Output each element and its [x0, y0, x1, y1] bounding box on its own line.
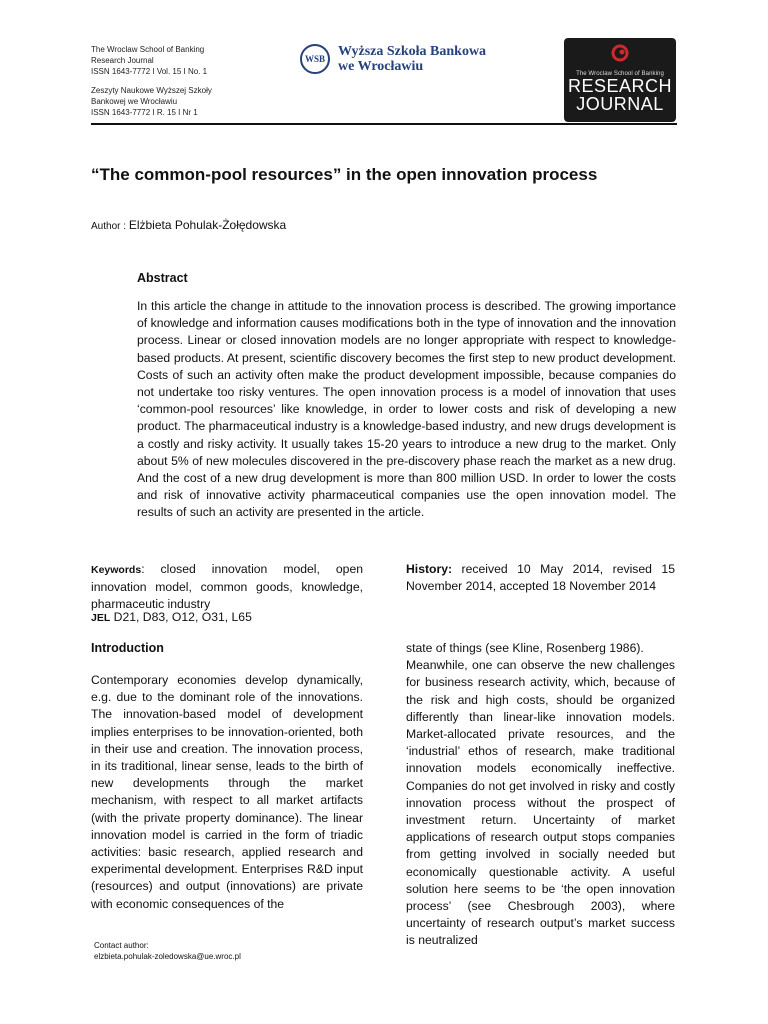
- journal-name-line: The Wroclaw School of Banking: [91, 45, 205, 54]
- university-name: Wyższa Szkoła Bankowa: [338, 44, 487, 59]
- keywords-label: Keywords: [91, 564, 142, 576]
- university-logo: [300, 44, 486, 74]
- keywords-block: [91, 561, 363, 614]
- introduction-left-text: Contemporary economies develop dynamically, e.g. due to the dominant role of the innovations. The innovation-based model of development implies enterprises to be innovation-oriented, both in their use and creation. The innovation process, in its traditional, linear sense, leads to the birth of new developments through the market mechanism, with respect to all market artifacts (with the private property dominance). The linear innovation model is carried in the form of triadic activities: basic research, applied research and experimental development. Enterprises R&D input (resources) and output (innovations) are private with economic consequences of the: [91, 673, 363, 911]
- abstract-heading: Abstract: [137, 271, 188, 285]
- rj-journal-word: JOURNAL: [576, 94, 664, 114]
- introduction-heading: Introduction: [91, 641, 164, 655]
- jel-label: JEL: [91, 612, 111, 624]
- article-title: “The common-pool resources” in the open innovation process: [91, 165, 598, 184]
- university-city: we Wrocławiu: [338, 59, 424, 74]
- journal-swirl-icon: [610, 43, 630, 63]
- keywords-text: : closed innovation model, open innovation model, common goods, knowledge, pharmaceutic industry: [91, 562, 363, 612]
- history-text: received 10 May 2014, revised 15 November 2014, accepted 18 November 2014: [406, 562, 675, 594]
- research-journal-logo: [564, 38, 676, 122]
- journal-name-pl-line: Zeszyty Naukowe Wyższej Szkoły: [91, 86, 212, 95]
- introduction-right-column: [406, 640, 675, 950]
- rj-research-word: RESEARCH: [567, 76, 673, 96]
- author-label: Author :: [91, 221, 129, 232]
- jel-codes: D21, D83, O12, O31, L65: [110, 610, 252, 624]
- journal-info-en: [91, 44, 291, 77]
- contact-block: [94, 940, 354, 962]
- header-divider: [91, 123, 677, 125]
- jel-block: [91, 609, 363, 627]
- history-block: [406, 561, 675, 595]
- right-paragraph-1: state of things (see Kline, Rosenberg 1986).: [406, 641, 644, 655]
- journal-issn-pl-line: ISSN 1643-7772 I R. 15 I Nr 1: [91, 108, 198, 117]
- journal-subtitle-line: Research Journal: [91, 56, 154, 65]
- contact-email: elzbieta.pohulak-zoledowska@ue.wroc.pl: [94, 952, 241, 961]
- right-paragraph-2: Meanwhile, one can observe the new challenges for business research activity, which, because of the risk and high costs, should be organized differently than linear-like innovation models. Market-allocated private resources, and the ‘industrial’ ethos of research, make traditional innovation models economically ineffective. Companies do not get involved in risky and costly innovation process without the prospect of investment return. Uncertainty of market applications of research output stops companies from getting involved in socially needed but economically questionable activity. A useful solution here seems to be ‘the open innovation process’ (see Chesbrough 2003), where uncertainty of research output’s market success is neutralized: [406, 658, 675, 948]
- abstract-body: In this article the change in attitude to the innovation process is described. The growing importance of knowledge and information causes modifications both in the type of innovation and the innovation process. Linear or closed innovation models are no longer appropriate with respect to knowledge-based products. At present, scientific discovery becomes the first step to new product development. Costs of such an activity often make the product development impossible, because companies do not undertake too risky ventures. The open innovation process is a model of innovation that uses ‘common-pool resources’ like knowledge, in order to lower costs and risk of developing a new product. The pharmaceutical industry is a knowledge-based industry, and new drugs development is a costly and risky activity. It usually takes 15-20 years to introduce a new drug to the market. Only about 5% of new molecules discovered in the pre-discovery phase reach the market as a new drug. And the cost of a new drug development is more than 800 million USD. In order to lower the costs and risk of innovative activity pharmaceutical companies use the open innovation model. The results of such an activity are presented in the article.: [137, 299, 676, 520]
- contact-label: Contact author:: [94, 941, 149, 950]
- history-label: History:: [406, 562, 453, 576]
- journal-issn-line: ISSN 1643-7772 I Vol. 15 I No. 1: [91, 67, 208, 76]
- rj-school-name: The Wroclaw School of Banking: [576, 71, 664, 77]
- author-line: [91, 218, 677, 232]
- university-seal-icon: WSB: [300, 44, 330, 74]
- author-name: Elżbieta Pohulak-Żołędowska: [128, 218, 287, 232]
- journal-subtitle-pl-line: Bankowej we Wrocławiu: [91, 97, 178, 106]
- journal-info-pl: [91, 85, 291, 118]
